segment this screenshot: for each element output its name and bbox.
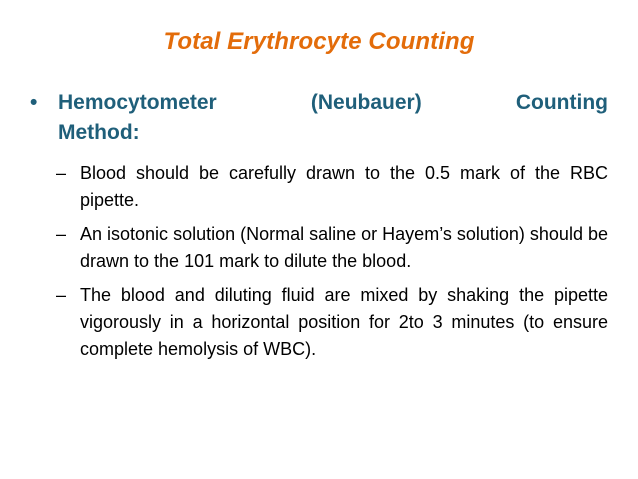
sub-bullet-item	[56, 160, 608, 214]
sub-bullet-text: The blood and diluting fluid are mixed by shaking the pipette vigorously in a horizontal position for 2to 3 minutes (to ensure complete hemolysis of WBC).	[80, 285, 608, 359]
sub-bullet-list	[56, 160, 608, 370]
main-bullet	[30, 88, 608, 148]
bullet-text-line2: Method:	[58, 121, 140, 144]
dash-marker: –	[56, 285, 67, 305]
sub-bullet-text: An isotonic solution (Normal saline or Hayem’s solution) should be drawn to the 101 mark to dilute the blood.	[80, 224, 608, 271]
dash-marker: –	[56, 163, 67, 183]
sub-bullet-item	[56, 282, 608, 363]
sub-bullet-item	[56, 221, 608, 275]
sub-bullet-text: Blood should be carefully drawn to the 0.5 mark of the RBC pipette.	[80, 163, 608, 210]
bullet-marker: •	[30, 91, 38, 114]
bullet-text-line1: Hemocytometer (Neubauer) Counting	[58, 91, 608, 114]
dash-marker: –	[56, 224, 67, 244]
slide-title: Total Erythrocyte Counting	[163, 28, 475, 55]
